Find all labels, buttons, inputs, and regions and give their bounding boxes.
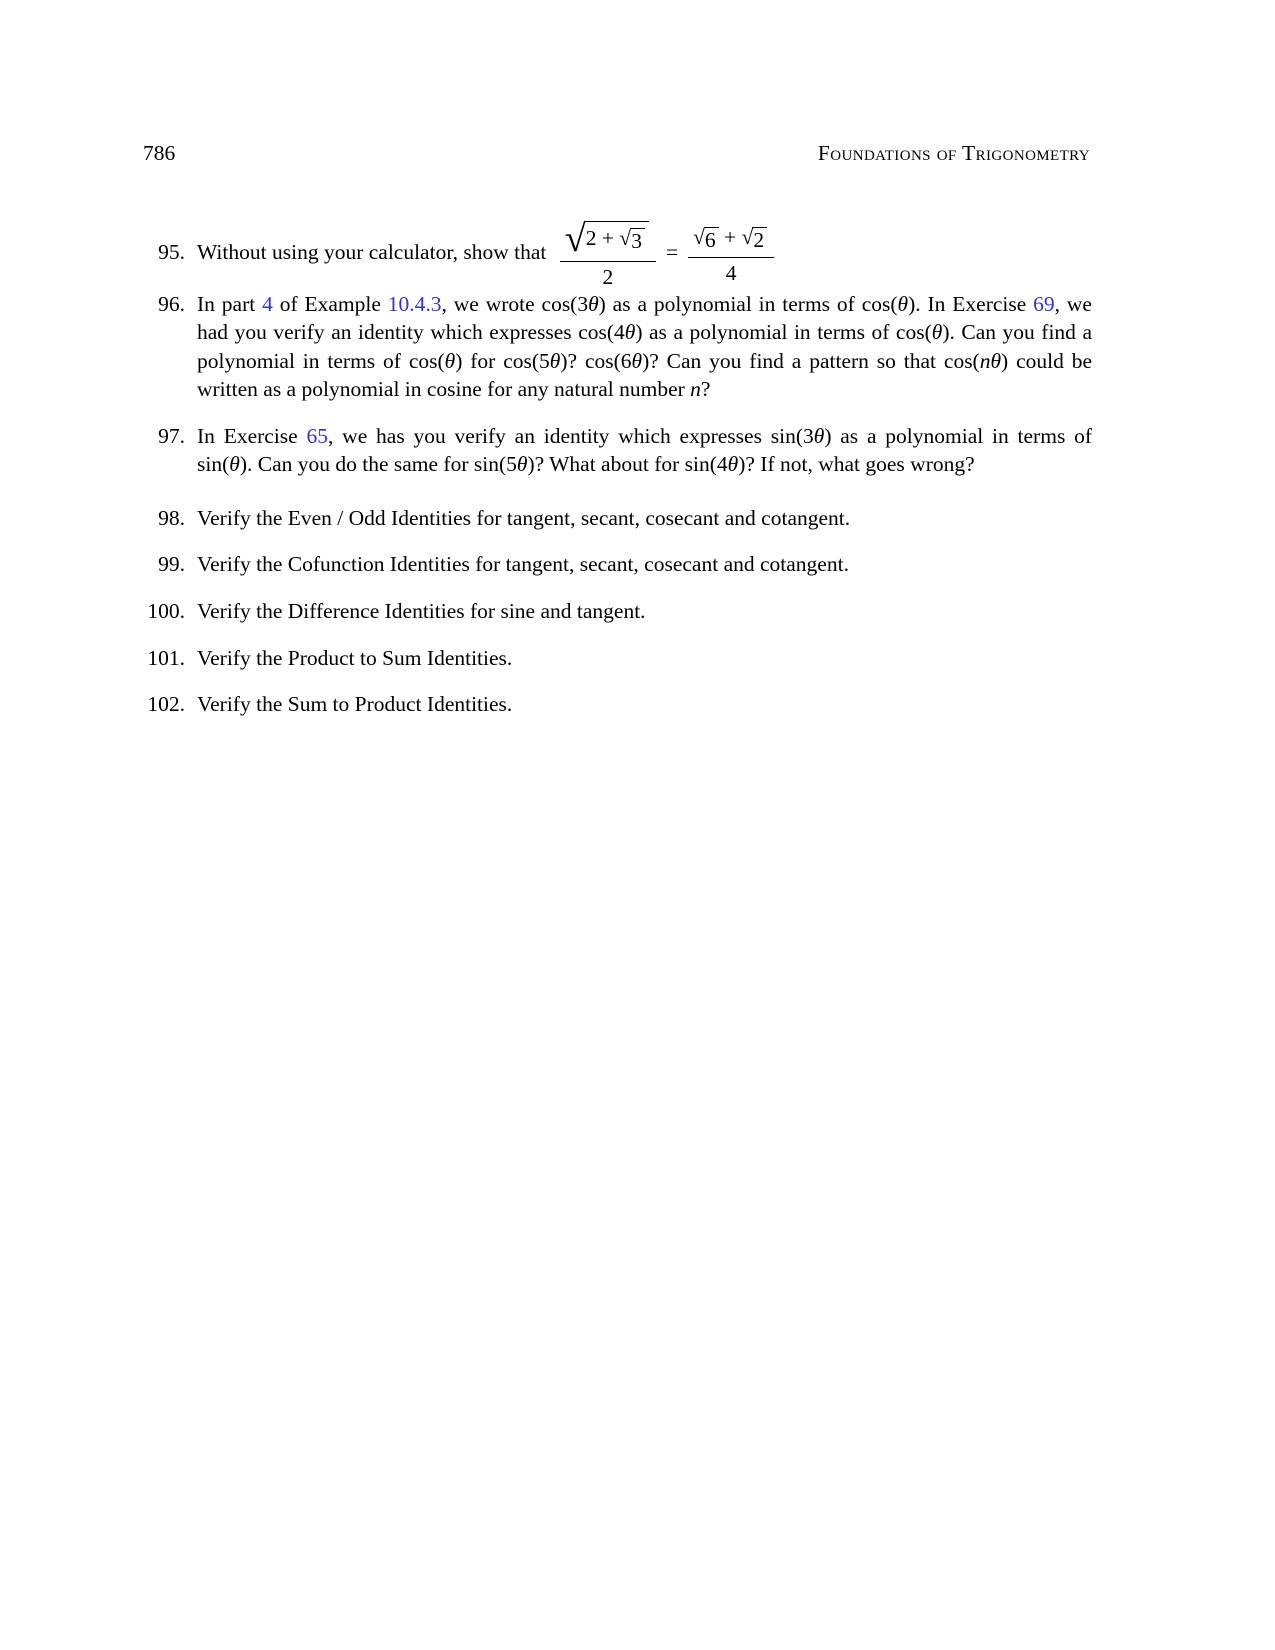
radicand bbox=[584, 221, 649, 254]
problem-text: Verify the Even / Odd Identities for tangent, secant, cosecant and cotangent. bbox=[197, 506, 851, 530]
exercise-69-link[interactable]: 69 bbox=[1033, 292, 1055, 316]
problem-text bbox=[197, 218, 1092, 290]
problem-text bbox=[197, 422, 1092, 479]
text-segment: , we has you verify an identity which expresses sin(3 bbox=[328, 424, 814, 448]
text-segment: ). Can you do the same for sin(5 bbox=[239, 452, 517, 477]
math-theta: θ bbox=[444, 348, 456, 373]
math-theta: θ bbox=[588, 292, 599, 316]
exercise-97 bbox=[131, 422, 1092, 479]
text-segment: ). In Exercise bbox=[908, 292, 1034, 316]
part-4-link[interactable]: 4 bbox=[262, 292, 273, 316]
text-segment: In Exercise bbox=[197, 424, 307, 448]
fraction-left bbox=[560, 218, 656, 290]
problem-number: 99. bbox=[158, 552, 185, 576]
radical-icon: √ bbox=[741, 224, 754, 249]
fraction-numerator bbox=[688, 222, 774, 259]
radical-icon: √ bbox=[619, 226, 632, 250]
page-number: 786 bbox=[143, 141, 176, 165]
exercise-65-link[interactable]: 65 bbox=[306, 424, 329, 448]
text-segment: Without using your calculator, show that bbox=[197, 239, 547, 264]
text-segment: + bbox=[718, 224, 742, 249]
text-segment: ). Can you find a polynomial in terms of cos( bbox=[197, 320, 1092, 373]
text-segment: )? If not, what goes wrong? bbox=[738, 452, 975, 477]
problem-number: 96. bbox=[158, 292, 185, 316]
fraction-numerator bbox=[560, 218, 656, 262]
math-theta: θ bbox=[516, 452, 528, 477]
text-segment: ) for cos(5 bbox=[455, 348, 550, 373]
fraction-denominator: 4 bbox=[725, 261, 737, 286]
running-title: Foundations of Trigonometry bbox=[817, 141, 1090, 165]
radical-icon: √ bbox=[564, 217, 586, 260]
text-segment: ) could be written as a polynomial in cosine for any natural number bbox=[197, 348, 1093, 402]
problem-text: Verify the Difference Identities for sine and tangent. bbox=[197, 599, 646, 623]
exercise-98 bbox=[131, 504, 1092, 532]
problem-number: 98. bbox=[158, 506, 185, 530]
math-theta: θ bbox=[897, 292, 909, 316]
problem-number: 102. bbox=[147, 692, 185, 716]
exercise-96 bbox=[131, 290, 1092, 404]
square-root bbox=[741, 224, 768, 253]
math-theta: θ bbox=[229, 452, 240, 477]
math-n: n bbox=[690, 377, 701, 402]
problem-text: Verify the Product to Sum Identities. bbox=[197, 646, 513, 670]
page-header bbox=[143, 141, 1090, 166]
math-theta: θ bbox=[631, 348, 643, 373]
square-root bbox=[693, 224, 719, 253]
example-10-4-3-link[interactable]: 10.4.3 bbox=[387, 292, 442, 316]
exercise-95 bbox=[131, 218, 1092, 290]
math-theta: θ bbox=[813, 424, 825, 448]
math-theta: θ bbox=[727, 452, 739, 477]
text-segment: In part bbox=[197, 292, 263, 316]
exercise-102 bbox=[131, 690, 1092, 718]
text-segment: ) as a polynomial in terms of sin( bbox=[197, 424, 1093, 477]
fraction-denominator: 2 bbox=[602, 265, 614, 290]
radical-icon: √ bbox=[693, 224, 705, 249]
problem-number: 101. bbox=[147, 646, 185, 670]
math-theta: θ bbox=[549, 348, 561, 373]
math-theta: θ bbox=[624, 320, 636, 345]
text-segment: )? cos(6 bbox=[560, 348, 632, 373]
exercise-99 bbox=[131, 550, 1092, 578]
fraction-right bbox=[688, 222, 774, 286]
text-segment: 3 bbox=[630, 228, 645, 254]
text-segment: ? bbox=[700, 377, 711, 402]
math-n-theta: nθ bbox=[979, 348, 1002, 373]
exercise-100 bbox=[131, 597, 1092, 625]
text-segment: , we had you verify an identity which expresses cos(4 bbox=[197, 292, 1092, 345]
problem-text: Verify the Cofunction Identities for tangent, secant, cosecant and cotangent. bbox=[197, 552, 849, 576]
problem-text: Verify the Sum to Product Identities. bbox=[197, 692, 513, 716]
text-segment: ) as a polynomial in terms of cos( bbox=[598, 292, 898, 316]
exercise-101 bbox=[131, 644, 1092, 672]
problem-text bbox=[197, 290, 1092, 404]
text-segment: ) as a polynomial in terms of cos( bbox=[635, 320, 932, 345]
text-segment: )? Can you find a pattern so that cos( bbox=[642, 348, 980, 373]
text-segment: 6 bbox=[704, 227, 719, 253]
math-theta: θ bbox=[931, 320, 943, 345]
text-segment: 2 bbox=[752, 227, 767, 253]
text-segment: 2 + bbox=[585, 226, 620, 250]
square-root bbox=[564, 217, 649, 260]
problem-number: 97. bbox=[158, 424, 185, 448]
text-segment: of Example bbox=[272, 292, 388, 316]
problem-number: 95. bbox=[158, 239, 185, 264]
square-root bbox=[619, 228, 645, 254]
text-segment: , we wrote cos(3 bbox=[441, 292, 589, 316]
text-segment: )? What about for sin(4 bbox=[527, 452, 728, 477]
problem-number: 100. bbox=[147, 599, 185, 623]
equals-sign: = bbox=[665, 239, 679, 264]
